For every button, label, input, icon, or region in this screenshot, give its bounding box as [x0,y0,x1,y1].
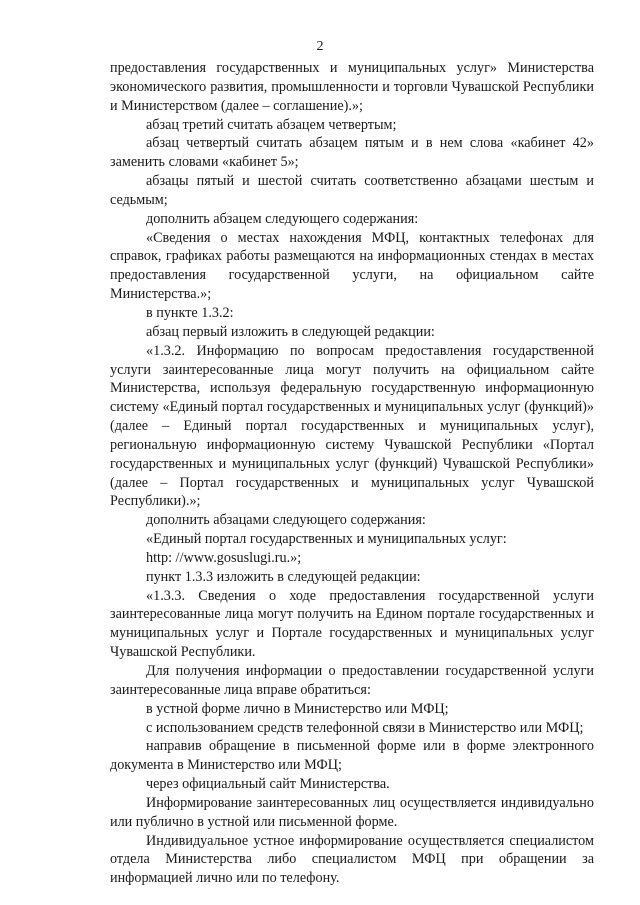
paragraph: предоставления государственных и муниципальных услуг» Министерства экономического развития, промышленности и торговли Чувашской Республики и Министерством (далее – соглашение).»; [110,60,594,114]
paragraph: «Сведения о местах нахождения МФЦ, контактных телефонах для справок, графиках работы размещаются на информационных стендах в местах предоставления государственной услуги, на официальном сайте Министерства.»; [110,229,594,303]
page-number: 2 [316,39,324,54]
paragraph: абзац первый изложить в следующей редакции: [146,323,435,340]
paragraph: абзац четвертый считать абзацем пятым и в нем слова «кабинет 42» заменить словами «кабинет 5»; [110,135,594,171]
paragraph: Индивидуальное устное информирование осуществляется специалистом отдела Министерства либо специалистом МФЦ при обращении за информацией лично или по телефону. [110,832,594,887]
paragraph: пункт 1.3.3 изложить в следующей редакции: [146,568,421,585]
paragraph: направив обращение в письменной форме или в форме электронного документа в Министерство или МФЦ; [110,738,594,774]
paragraph: через официальный сайт Министерства. [146,776,390,793]
paragraph: дополнить абзацами следующего содержания: [146,512,426,529]
paragraph: дополнить абзацем следующего содержания: [146,210,419,227]
paragraph: «1.3.2. Информацию по вопросам предоставления государственной услуги заинтересованные лица могут получить на официальном сайте Министерства, используя федеральную государственную информационную систему «Единый портал государственных и муниципальных услуг (функций)» (далее – Единый портал государственных и муниципальных услуг), региональную информационную систему Чувашской Республики «Портал государственных и муниципальных услуг (функций) Чувашской Республики» (далее – Портал государственных и муниципальных услуг Чувашской Республики).»; [110,342,594,510]
paragraph: в устной форме лично в Министерство или МФЦ; [146,700,449,717]
paragraph: Для получения информации о предоставлении государственной услуги заинтересованные лица вправе обратиться: [110,663,594,698]
paragraph: http: //www.gosuslugi.ru.»; [146,549,302,566]
paragraph: абзацы пятый и шестой считать соответственно абзацами шестым и седьмым; [110,173,594,208]
paragraph: «Единый портал государственных и муниципальных услуг: [146,531,507,548]
paragraph: абзац третий считать абзацем четвертым; [146,116,397,133]
paragraph: в пункте 1.3.2: [146,304,234,321]
paragraph: «1.3.3. Сведения о ходе предоставления государственной услуги заинтересованные лица могут получить на Едином портале государственных и муниципальных услуг и Портале государственных и муниципальных услуг Чувашской Республики. [110,587,594,661]
document-body [110,59,594,888]
paragraph: Информирование заинтересованных лиц осуществляется индивидуально или публично в устной или письменной форме. [110,794,594,830]
paragraph: с использованием средств телефонной связи в Министерство или МФЦ; [146,719,584,736]
